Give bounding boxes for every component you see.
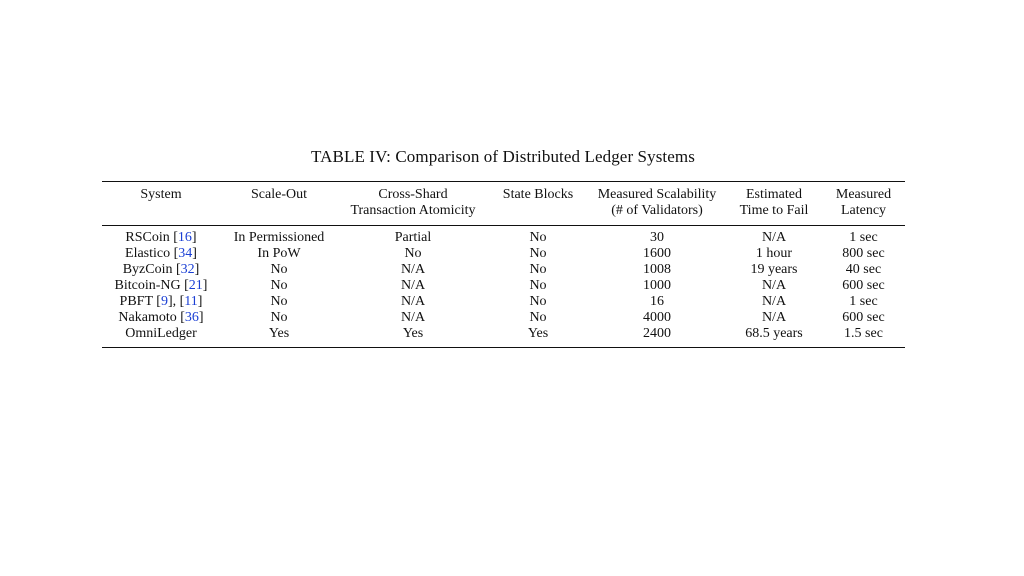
cell-scale-out: No xyxy=(270,278,288,293)
cell-state-blocks: Yes xyxy=(527,326,549,341)
cell-scale-out: No xyxy=(270,294,288,309)
column-header-time-to-fail: Estimated Time to Fail xyxy=(739,187,809,218)
system-name: RSCoin xyxy=(125,230,170,245)
cell-latency: 600 sec xyxy=(842,278,885,293)
cell-cross-shard: N/A xyxy=(400,310,426,325)
cell-cross-shard: Partial xyxy=(394,230,432,245)
system-name: OmniLedger xyxy=(125,326,197,341)
citation-link[interactable]: 9 xyxy=(160,294,168,309)
cell-scale-out: No xyxy=(270,310,288,325)
table-header xyxy=(102,182,905,226)
cell-time-to-fail: 19 years xyxy=(750,262,798,277)
cell-state-blocks: No xyxy=(529,262,547,277)
cell-scale-out: In Permissioned xyxy=(233,230,325,245)
cell-cross-shard: N/A xyxy=(400,278,426,293)
table-row xyxy=(102,326,905,348)
cell-system: Elastico [34] xyxy=(125,246,197,261)
column-header-system: System xyxy=(140,187,182,202)
cell-scalability: 16 xyxy=(650,294,664,309)
header-row xyxy=(102,182,905,226)
cell-cross-shard: No xyxy=(404,246,422,261)
cell-state-blocks: No xyxy=(529,294,547,309)
cell-scale-out: In PoW xyxy=(257,246,301,261)
comparison-table-container xyxy=(102,181,905,348)
column-header-scale-out: Scale-Out xyxy=(251,187,307,202)
table-row xyxy=(102,226,905,247)
cell-scale-out: No xyxy=(270,262,288,277)
cell-time-to-fail: N/A xyxy=(761,294,787,309)
cell-latency: 1 sec xyxy=(849,230,878,245)
comparison-table xyxy=(102,181,905,348)
cell-time-to-fail: N/A xyxy=(761,310,787,325)
cell-time-to-fail: N/A xyxy=(761,278,787,293)
cell-time-to-fail: 1 hour xyxy=(755,246,793,261)
cell-latency: 600 sec xyxy=(842,310,885,325)
cell-latency: 1.5 sec xyxy=(844,326,883,341)
cell-scalability: 30 xyxy=(650,230,664,245)
column-header-latency: Measured Latency xyxy=(835,187,892,218)
system-name: PBFT xyxy=(119,294,153,309)
table-row xyxy=(102,310,905,326)
cell-system: RSCoin [16] xyxy=(125,230,197,245)
table-caption: TABLE IV: Comparison of Distributed Ledger Systems xyxy=(311,147,695,166)
cell-scalability: 1008 xyxy=(643,262,671,277)
column-header-state-blocks: State Blocks xyxy=(502,187,574,202)
system-name: Elastico xyxy=(125,246,171,261)
cell-latency: 1 sec xyxy=(849,294,878,309)
citation-link[interactable]: 36 xyxy=(184,310,199,325)
cell-cross-shard: N/A xyxy=(400,294,426,309)
citation-link[interactable]: 21 xyxy=(188,278,203,293)
cell-system: ByzCoin [32] xyxy=(122,262,200,277)
system-name: Nakamoto xyxy=(118,310,177,325)
cell-time-to-fail: 68.5 years xyxy=(745,326,803,341)
table-row xyxy=(102,278,905,294)
cell-scalability: 1600 xyxy=(643,246,671,261)
cell-state-blocks: No xyxy=(529,310,547,325)
citation-link[interactable]: 16 xyxy=(177,230,192,245)
cell-scalability: 1000 xyxy=(643,278,671,293)
system-name: ByzCoin xyxy=(122,262,173,277)
column-header-cross-shard: Cross-Shard Transaction Atomicity xyxy=(350,187,476,218)
table-row xyxy=(102,294,905,310)
table-row xyxy=(102,246,905,262)
citation-link[interactable]: 11 xyxy=(184,294,198,309)
cell-cross-shard: N/A xyxy=(400,262,426,277)
cell-system: PBFT [9], [11] xyxy=(119,294,203,309)
table-row xyxy=(102,262,905,278)
cell-system: Bitcoin-NG [21] xyxy=(114,278,208,293)
citation-link[interactable]: 34 xyxy=(178,246,193,261)
citation-link[interactable]: 32 xyxy=(180,262,195,277)
cell-latency: 800 sec xyxy=(842,246,885,261)
cell-latency: 40 sec xyxy=(845,262,882,277)
cell-system: Nakamoto [36] xyxy=(118,310,204,325)
column-header-scalability: Measured Scalability (# of Validators) xyxy=(597,187,717,218)
cell-time-to-fail: N/A xyxy=(761,230,787,245)
cell-state-blocks: No xyxy=(529,278,547,293)
cell-scale-out: Yes xyxy=(268,326,290,341)
cell-scalability: 2400 xyxy=(643,326,671,341)
cell-state-blocks: No xyxy=(529,230,547,245)
table-body xyxy=(102,226,905,348)
cell-system xyxy=(102,326,220,348)
cell-scalability: 4000 xyxy=(643,310,671,325)
cell-cross-shard: Yes xyxy=(402,326,424,341)
cell-state-blocks: No xyxy=(529,246,547,261)
system-name: Bitcoin-NG xyxy=(114,278,181,293)
